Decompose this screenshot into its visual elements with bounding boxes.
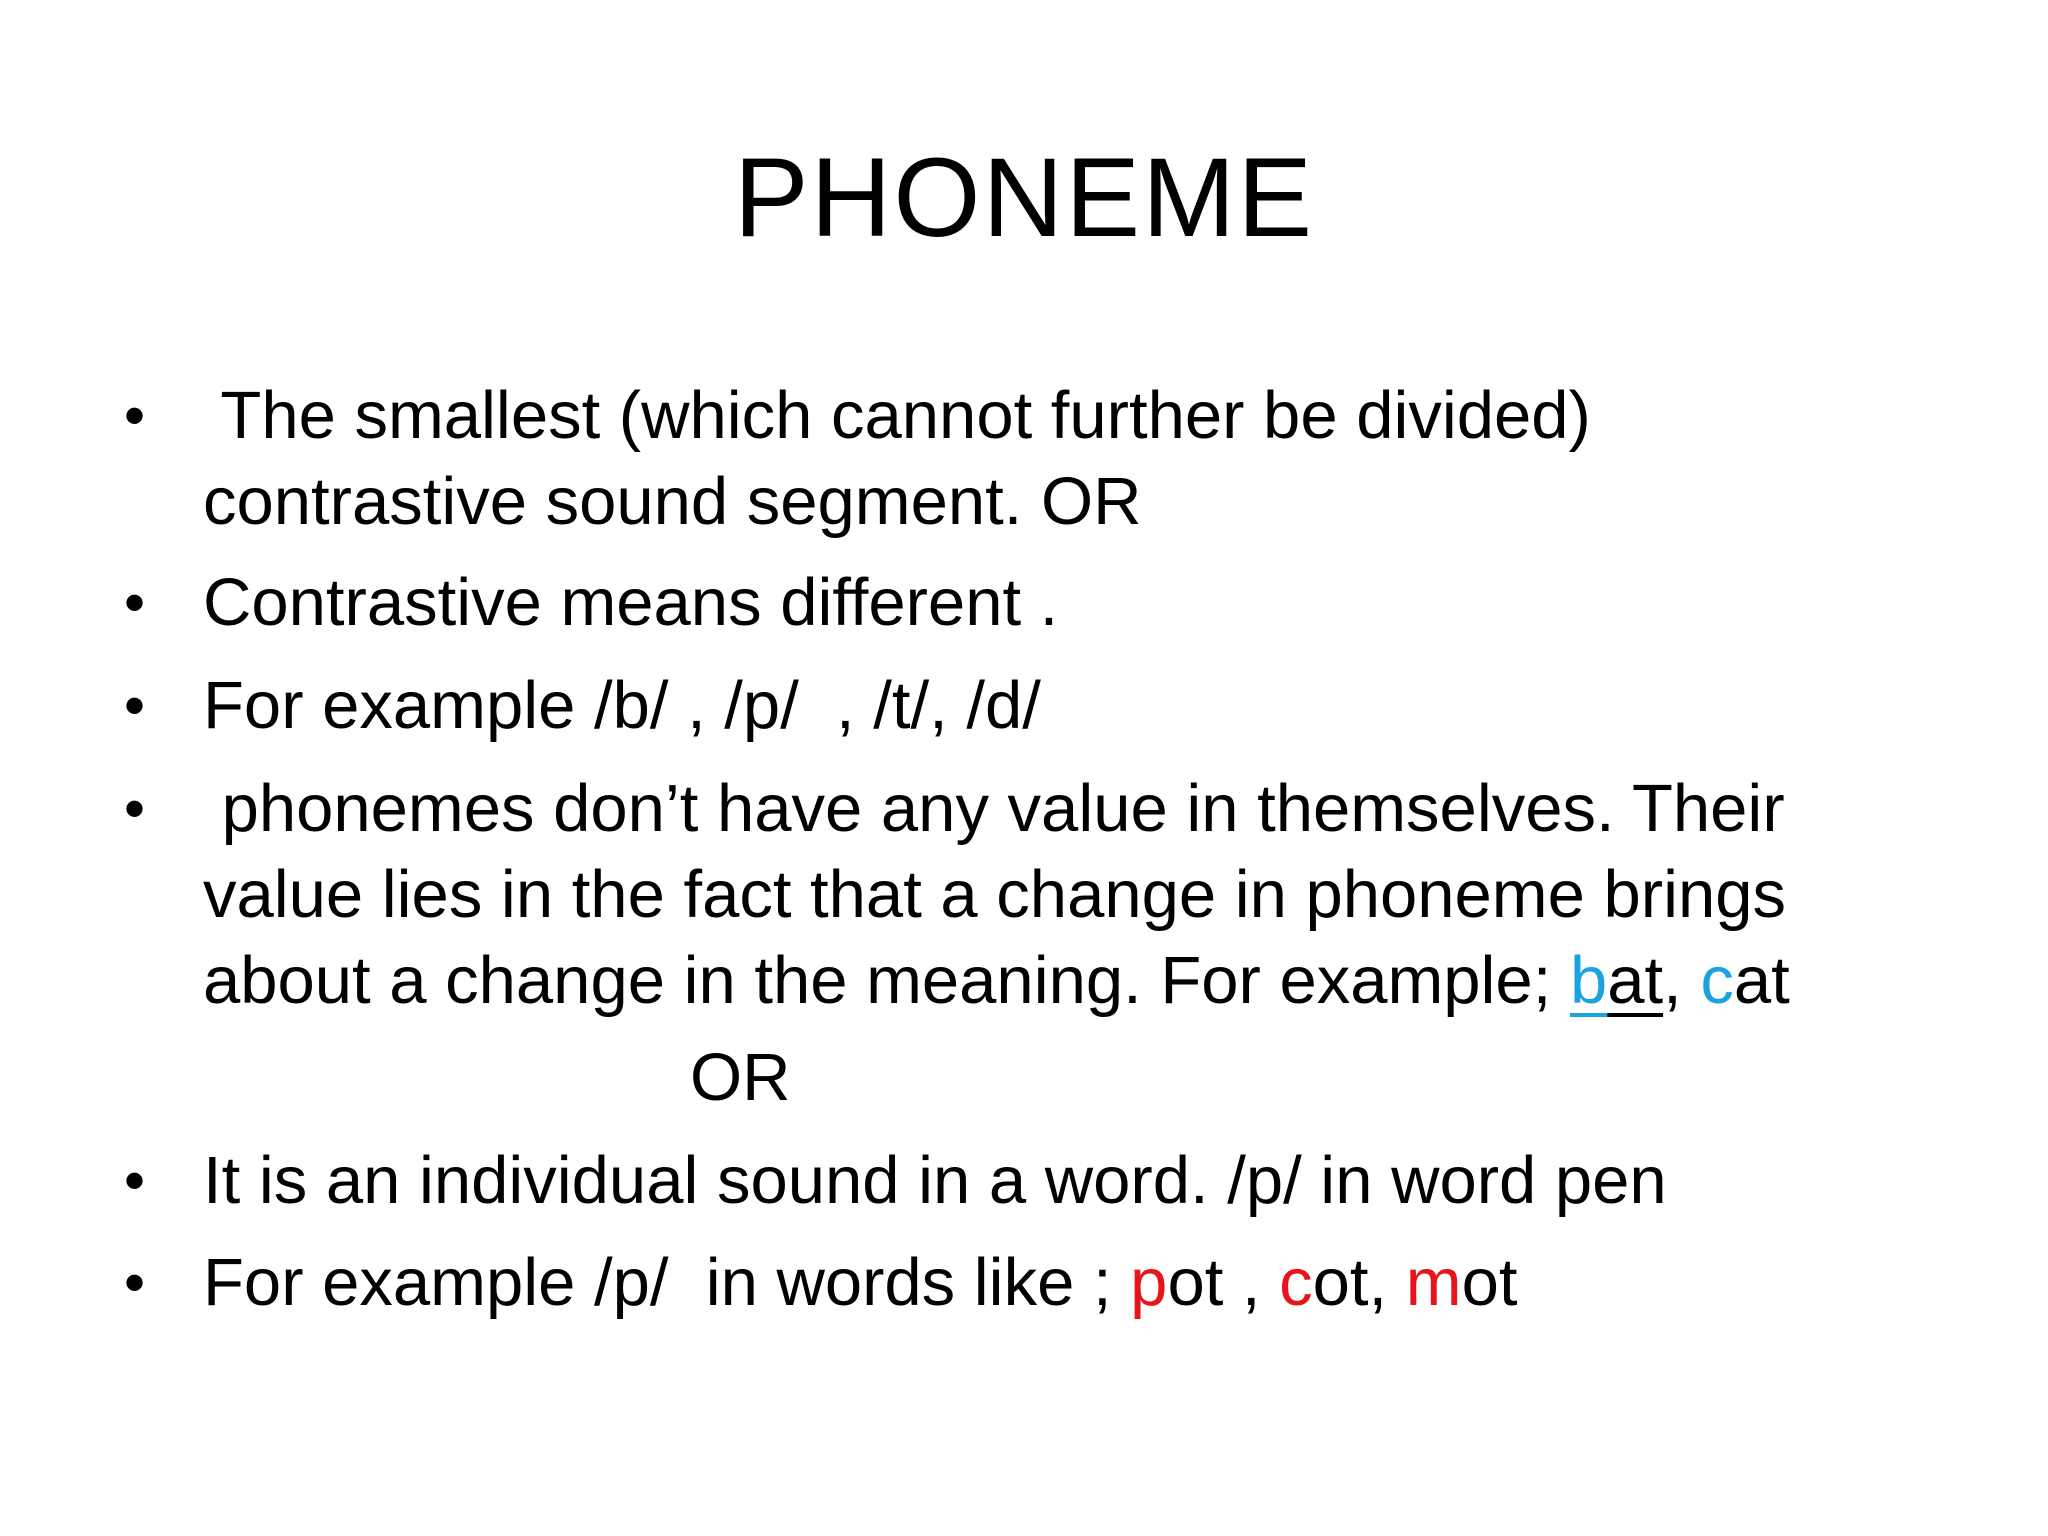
bullet-dot-icon: • <box>124 775 146 842</box>
bullet-dot-icon: • <box>124 1147 146 1214</box>
example-word-cat-rest: at <box>1733 943 1790 1018</box>
bullet-line: The smallest (which cannot further be divided) <box>203 378 1591 453</box>
bullet-line-example <box>203 1240 1517 1326</box>
bullet-dot-icon: • <box>124 382 146 449</box>
bullet-dot-icon: • <box>124 569 146 636</box>
example-word-mot-rest: ot <box>1461 1245 1518 1320</box>
example-word-cot-rest: ot, <box>1312 1245 1406 1320</box>
example-word-cat-first-letter: c <box>1700 943 1734 1018</box>
example-prefix: For example /p/ in words like ; <box>203 1245 1131 1320</box>
bullet-line: For example /b/ , /p/ , /t/, /d/ <box>203 668 1041 743</box>
example-word-pot-first-letter: p <box>1130 1245 1168 1320</box>
example-word-bat-first-letter: b <box>1569 943 1608 1018</box>
example-prefix: about a change in the meaning. For example; <box>203 943 1570 1018</box>
example-word-pot-rest: ot , <box>1167 1245 1280 1320</box>
example-word-cot-first-letter: c <box>1279 1245 1313 1320</box>
example-separator: , <box>1663 943 1701 1018</box>
example-word-mot-first-letter: m <box>1405 1245 1462 1320</box>
bullet-line: It is an individual sound in a word. /p/ in word pen <box>203 1143 1667 1218</box>
bullet-line: phonemes don’t have any value in themselves. Their <box>203 771 1785 846</box>
bullet-line-example <box>203 938 1790 1024</box>
or-separator: OR <box>690 1040 791 1115</box>
bullet-dot-icon: • <box>124 672 146 739</box>
slide-title: PHONEME <box>733 135 1315 260</box>
bullet-line: Contrastive means different . <box>203 565 1059 640</box>
example-word-bat-rest: at <box>1607 943 1664 1018</box>
bullet-line: value lies in the fact that a change in phoneme brings <box>203 857 1786 932</box>
bullet-line: contrastive sound segment. OR <box>203 464 1142 539</box>
bullet-dot-icon: • <box>124 1249 146 1316</box>
